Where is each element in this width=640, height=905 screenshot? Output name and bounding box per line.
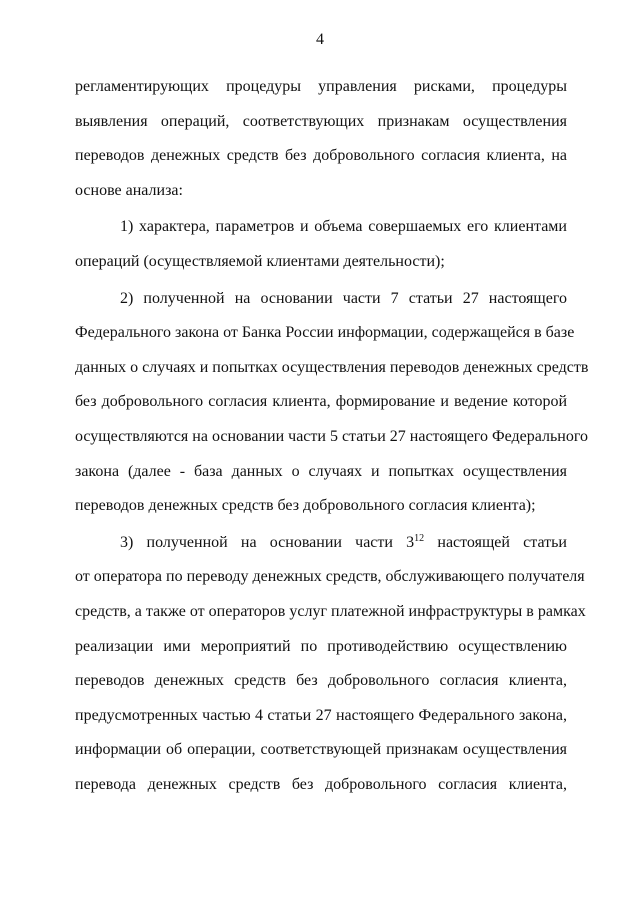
text-line: переводов денежных средств без добровольного согласия клиента, на: [75, 147, 567, 165]
text-line: регламентирующих процедуры управления рисками, процедуры: [75, 78, 567, 95]
text-line: предусмотренных частью 4 статьи 27 настоящего Федерального закона,: [75, 706, 567, 724]
list-item-3-end: настоящей статьи: [437, 533, 567, 551]
text-line: операций (осуществляемой клиентами деятельности);: [75, 252, 445, 270]
text-line: переводов денежных средств без добровольного согласия клиента);: [75, 497, 536, 515]
text-line: Федерального закона от Банка России информации, содержащейся в базе: [75, 324, 575, 342]
text-line: средств, а также от операторов услуг платежной инфраструктуры в рамках: [75, 602, 586, 620]
list-item-3-start: 3) полученной на основании части 3: [120, 533, 415, 551]
text-line: реализации ими мероприятий по противодействию осуществлению: [75, 637, 567, 655]
text-line: закона (далее - база данных о случаях и попытках осуществления: [75, 462, 567, 480]
text-line: данных о случаях и попытках осуществления переводов денежных средств: [75, 358, 589, 376]
text-line: перевода денежных средств без добровольного согласия клиента,: [75, 775, 567, 793]
list-item-3-line: [75, 526, 567, 561]
text-line: информации об операции, соответствующей признакам осуществления: [75, 741, 567, 759]
list-item-1-line: 1) характера, параметров и объема совершаемых его клиентами: [120, 218, 567, 236]
list-item-2-line: 2) полученной на основании части 7 статьи 27 настоящего: [120, 289, 567, 307]
text-line: без добровольного согласия клиента, формирование и ведение которой: [75, 393, 567, 411]
text-line: выявления операций, соответствующих признакам осуществления: [75, 112, 567, 130]
document-body: [75, 70, 589, 802]
text-line: основе анализа:: [75, 181, 183, 199]
text-line: осуществляются на основании части 5 статьи 27 настоящего Федерального: [75, 427, 588, 445]
text-line: переводов денежных средств без добровольного согласия клиента,: [75, 672, 567, 690]
page-number: 4: [316, 31, 324, 48]
text-line: от оператора по переводу денежных средств, обслуживающего получателя: [75, 568, 585, 586]
superscript: 12: [414, 532, 425, 544]
